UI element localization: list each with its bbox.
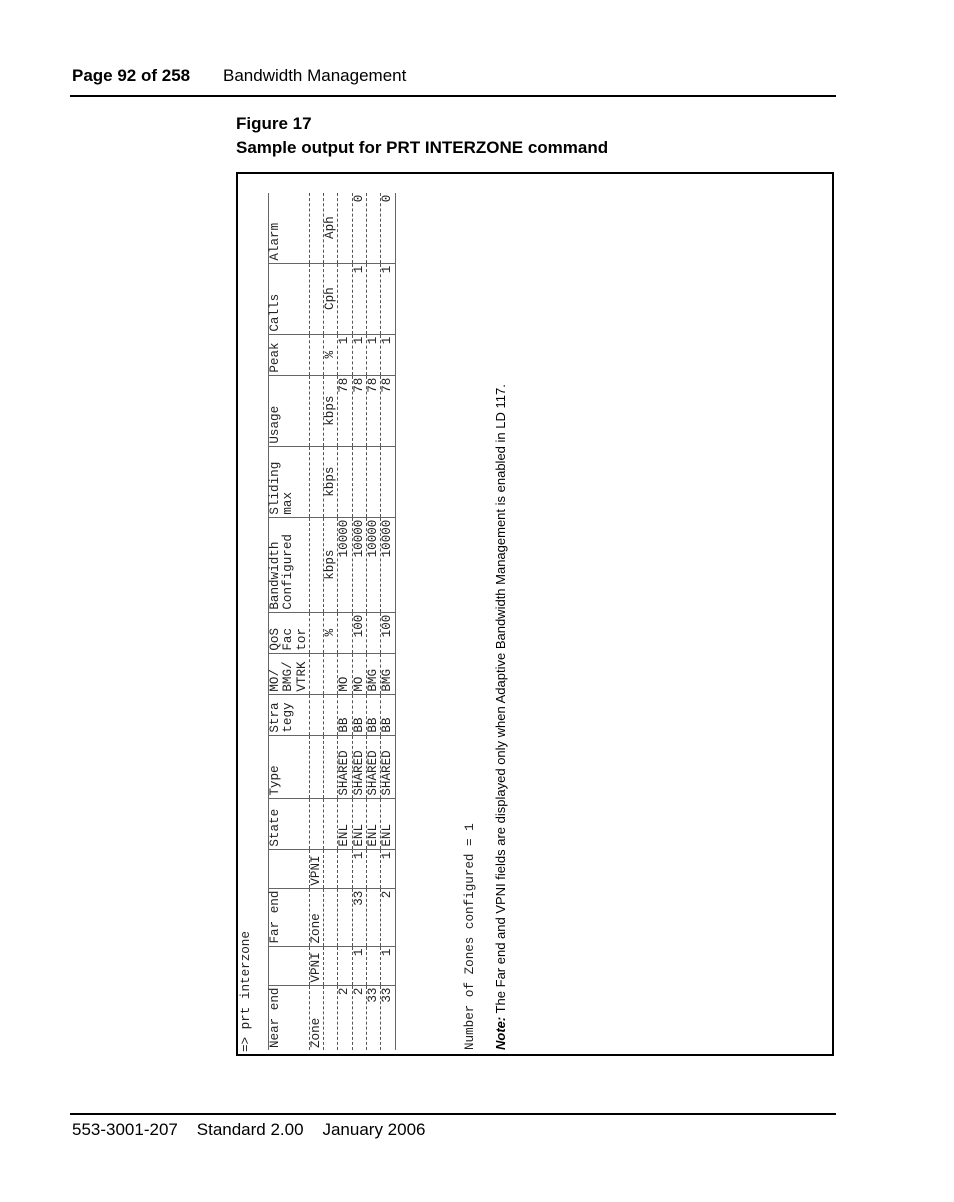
table-cell: Zone — [309, 888, 323, 946]
table-cell: % — [324, 334, 338, 375]
table-cell — [309, 798, 323, 849]
table-cell: 1 — [338, 334, 352, 375]
table-cell: Stra — [269, 694, 283, 735]
table-cell: 100 — [381, 612, 395, 653]
table-cell: 1 — [352, 263, 366, 334]
table-cell: SHARED — [367, 735, 381, 798]
table-cell — [324, 694, 338, 735]
table-cell: Configured — [282, 517, 295, 612]
interzone-table — [268, 193, 396, 1050]
table-cell: 78 — [338, 375, 352, 446]
table-cell: QoS — [269, 612, 283, 653]
table-cell — [296, 888, 310, 946]
table-cell: Usage — [269, 375, 283, 446]
table-cell: Cph — [324, 263, 338, 334]
table-cell — [367, 446, 381, 517]
table-cell: 0 — [352, 193, 366, 264]
table-cell: Bandwidth — [269, 517, 283, 612]
header-row — [282, 193, 295, 1050]
table-cell: Calls — [269, 263, 283, 334]
table-cell — [296, 334, 310, 375]
table-cell — [309, 517, 323, 612]
table-cell: 78 — [352, 375, 366, 446]
table-cell — [338, 446, 352, 517]
table-cell: 78 — [367, 375, 381, 446]
note-label: Note: — [493, 1016, 508, 1050]
rotated-terminal-output — [238, 176, 832, 1056]
table-cell: kbps — [324, 375, 338, 446]
table-cell: tor — [296, 612, 310, 653]
table-cell — [269, 946, 283, 985]
table-cell — [309, 375, 323, 446]
table-cell: 0 — [381, 193, 395, 264]
table-cell — [324, 798, 338, 849]
table-cell: 2 — [352, 985, 366, 1050]
table-cell: Sliding — [269, 446, 283, 517]
table-cell — [324, 735, 338, 798]
table-cell: 10000 — [338, 517, 352, 612]
table-cell — [338, 888, 352, 946]
table-row — [338, 193, 352, 1050]
table-cell — [269, 849, 283, 888]
table-cell — [309, 653, 323, 694]
table-cell — [282, 375, 295, 446]
table-cell: Type — [269, 735, 283, 798]
table-cell: tegy — [282, 694, 295, 735]
table-cell — [338, 193, 352, 264]
table-cell: BMG — [381, 653, 395, 694]
table-cell: 1 — [352, 849, 366, 888]
table-cell — [296, 694, 310, 735]
table-cell — [282, 985, 295, 1050]
table-cell: 1 — [381, 946, 395, 985]
table-cell: VPNI — [309, 849, 323, 888]
figure-caption: Sample output for PRT INTERZONE command — [236, 138, 609, 157]
table-cell: 1 — [367, 334, 381, 375]
table-cell: SHARED — [352, 735, 366, 798]
table-cell: kbps — [324, 517, 338, 612]
table-cell — [296, 517, 310, 612]
table-cell — [309, 263, 323, 334]
figure-number: Figure 17 — [236, 114, 312, 133]
command-line: => prt interzone — [239, 931, 253, 1052]
note — [493, 384, 508, 1050]
table-row — [381, 193, 395, 1050]
table-cell — [367, 193, 381, 264]
table-cell: 1 — [381, 849, 395, 888]
table-cell — [324, 985, 338, 1050]
table-cell: BMG/ — [282, 653, 295, 694]
table-cell: Fac — [282, 612, 295, 653]
table-cell — [282, 946, 295, 985]
table-cell — [309, 694, 323, 735]
table-cell: ENL — [381, 798, 395, 849]
table-cell — [338, 263, 352, 334]
table-cell: BB — [338, 694, 352, 735]
table-cell: State — [269, 798, 283, 849]
table-cell — [282, 193, 295, 264]
table-cell: Zone — [309, 985, 323, 1050]
header-row — [296, 193, 310, 1050]
figure-frame — [236, 172, 834, 1056]
table-cell: 1 — [381, 334, 395, 375]
table-cell — [338, 946, 352, 985]
table-cell: BMG — [367, 653, 381, 694]
table-cell: 10000 — [367, 517, 381, 612]
table-cell — [296, 446, 310, 517]
table-cell: BB — [367, 694, 381, 735]
table-cell: 1 — [352, 946, 366, 985]
table-cell: 78 — [381, 375, 395, 446]
table-cell — [296, 263, 310, 334]
table-cell: VPNI — [309, 946, 323, 985]
table-cell: % — [324, 612, 338, 653]
table-cell — [282, 735, 295, 798]
table-cell — [309, 612, 323, 653]
table-cell — [367, 946, 381, 985]
table-cell: MO — [352, 653, 366, 694]
page-number: Page 92 of 258 — [72, 66, 191, 85]
table-cell — [282, 334, 295, 375]
table-cell — [338, 612, 352, 653]
table-cell — [309, 446, 323, 517]
table-cell — [296, 735, 310, 798]
table-cell: SHARED — [381, 735, 395, 798]
table-cell — [367, 849, 381, 888]
table-cell: 1 — [381, 263, 395, 334]
table-cell: kbps — [324, 446, 338, 517]
table-cell: 10000 — [352, 517, 366, 612]
table-cell — [296, 849, 310, 888]
table-cell — [309, 735, 323, 798]
table-cell — [282, 888, 295, 946]
table-cell — [296, 946, 310, 985]
table-cell: MO — [338, 653, 352, 694]
section-title: Bandwidth Management — [223, 66, 407, 85]
footer-text: 553-3001-207 Standard 2.00 January 2006 — [72, 1120, 426, 1139]
table-cell: ENL — [352, 798, 366, 849]
table-cell — [324, 849, 338, 888]
table-cell — [309, 334, 323, 375]
table-cell: 2 — [381, 888, 395, 946]
table-cell: max — [282, 446, 295, 517]
table-cell: ENL — [367, 798, 381, 849]
table-cell — [338, 849, 352, 888]
footer-rule — [70, 1113, 836, 1115]
table-cell: BB — [381, 694, 395, 735]
note-text: The Far end and VPNI fields are displayed only when Adaptive Bandwidth Management is enabled in LD 117. — [493, 384, 508, 1014]
table-cell: Far end — [269, 888, 283, 946]
table-cell: 2 — [338, 985, 352, 1050]
table-cell — [296, 375, 310, 446]
table-cell — [324, 888, 338, 946]
table-cell — [367, 612, 381, 653]
header-row — [269, 193, 283, 1050]
table-cell — [309, 193, 323, 264]
table-cell: 33 — [352, 888, 366, 946]
table-cell: 10000 — [381, 517, 395, 612]
table-cell — [296, 798, 310, 849]
table-row — [352, 193, 366, 1050]
table-cell: Near end — [269, 985, 283, 1050]
table-cell: 33 — [367, 985, 381, 1050]
table-cell: 100 — [352, 612, 366, 653]
header-row — [309, 193, 323, 1050]
table-cell: 33 — [381, 985, 395, 1050]
table-cell — [324, 946, 338, 985]
table-cell: 1 — [352, 334, 366, 375]
table-cell: Peak — [269, 334, 283, 375]
table-row — [367, 193, 381, 1050]
table-cell — [296, 193, 310, 264]
table-cell — [352, 446, 366, 517]
table-cell — [367, 888, 381, 946]
table-cell — [282, 849, 295, 888]
table-cell — [324, 653, 338, 694]
table-cell: Aph — [324, 193, 338, 264]
table-cell — [282, 263, 295, 334]
table-cell: BB — [352, 694, 366, 735]
table-cell: MO/ — [269, 653, 283, 694]
header-rule — [70, 95, 836, 97]
table-cell — [282, 798, 295, 849]
table-cell — [296, 985, 310, 1050]
table-cell — [381, 446, 395, 517]
table-cell: Alarm — [269, 193, 283, 264]
header-row — [324, 193, 338, 1050]
table-cell — [367, 263, 381, 334]
table-cell: VTRK — [296, 653, 310, 694]
table-cell: SHARED — [338, 735, 352, 798]
table-cell: ENL — [338, 798, 352, 849]
zones-summary: Number of Zones configured = 1 — [463, 823, 477, 1050]
